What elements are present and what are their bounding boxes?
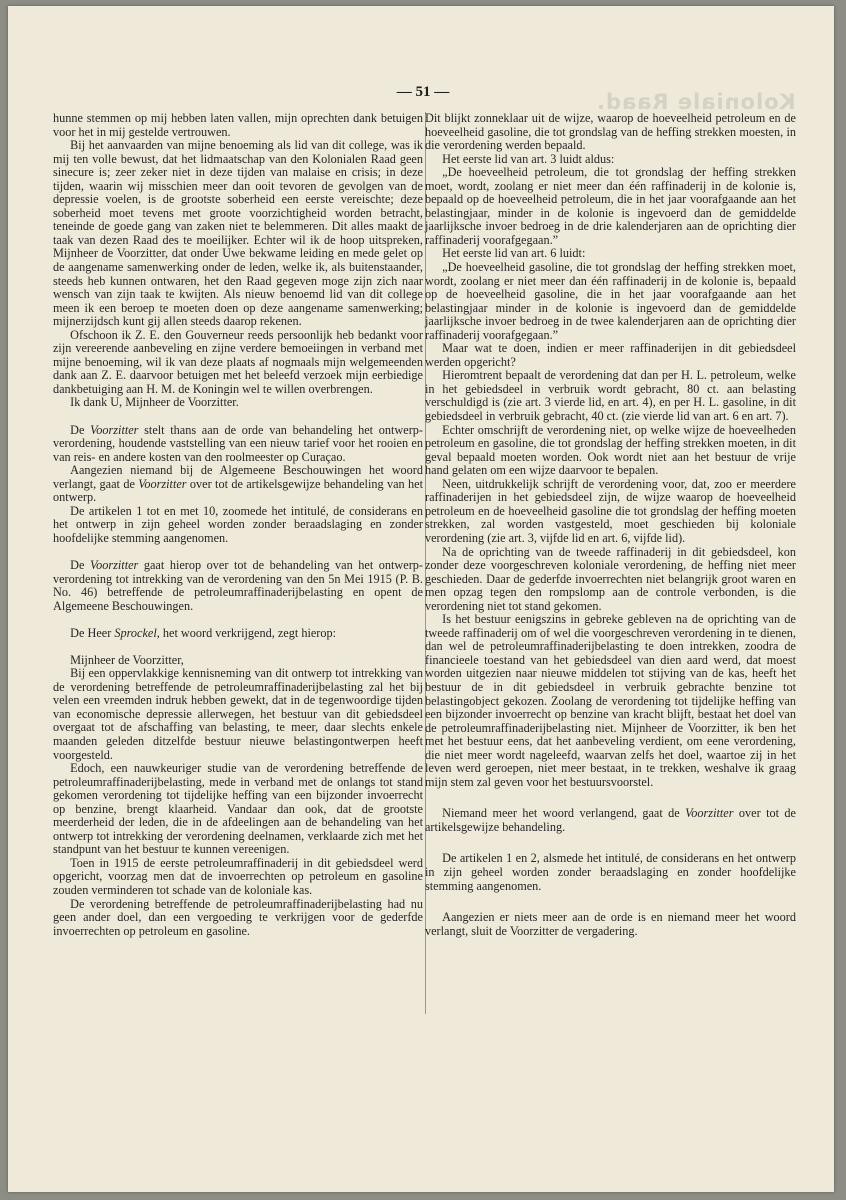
paragraph: Ik dank U, Mijnheer de Voorzitter. xyxy=(70,395,239,410)
paragraph: Aangezien niemand bij de Algemeene Beschouwingen het woord verlangt, gaat de Voorzitter over tot de artikelsgewijze behandeling van het ontwerp. xyxy=(53,463,423,505)
paragraph: Hieromtrent bepaalt de verordening dat dan per H. L. petroleum, welke in het gebiedsdeel in verbruik wordt gebracht, 80 ct. aan belasting verschuldigd is (zie art. 3 vierde lid, en art. 4), en per H. L. gasoline, in dit gebiedsdeel in verbruik gebracht, 40 ct. (zie vierde lid van art. 6 en art. 7). xyxy=(425,368,796,424)
paragraph: Bij een oppervlakkige kennisneming van dit ontwerp tot intrekking van de verordening betreffende de petroleumraffinaderijbelasting zal het bij velen een vreemden indruk hebben gewekt, dat in de tegenwoordige tijden van economische depressie allerwegen, het bestuur van dit gebiedsdeel overgaat tot de afschaffing van belasting, te meer, daar slechts enkele maanden geleden ditzelfde bestuur nieuwe belastingontwerpen heeft voorgesteld. xyxy=(53,666,423,762)
page-number: — 51 — xyxy=(396,84,450,100)
paragraph: De Heer Sprockel, het woord verkrijgend, zegt hierop: xyxy=(70,625,337,640)
paragraph: Echter omschrijft de verordening niet, op welke wijze de hoeveelheden petroleum en gasoline, die tot grondslag der heffing strekken moeten, in dit geval bepaald moeten worden. Ook wordt niet aan het bestuur de vrije hand gelaten om een wijze daarvoor te bepalen. xyxy=(425,422,796,478)
paragraph: Ofschoon ik Z. E. den Gouverneur reeds persoonlijk heb bedankt voor zijn vereerende aanbeveling en zijne verdere bemoeiingen in verband met mijne benoeming, wil ik van deze plaats af nogmaals mijn welgemeenden dank aan Z. E. daarvoor betuigen met het beleefd verzoek mijn eerbiedige dankbetuiging aan H. M. de Koningin wel te willen overbrengen. xyxy=(53,327,423,396)
paragraph: Edoch, een nauwkeuriger studie van de verordening betreffende de petroleumraffinaderijbelasting, mede in verband met de onlangs tot stand gekomen verordening tot tijdelijke heffing van een bijzonder invoerrecht op benzine, brengt klaarheid. Vandaar dan ook, dat de grootste meerderheid der leden, die in de afdeelingen aan de behandeling van het ontwerp tot intrekking der verordening deelnamen, verklaarde zich met het standpunt van het bestuur te kunnen vereenigen. xyxy=(53,761,423,857)
paragraph: De artikelen 1 tot en met 10, zoomede het intitulé, de considerans en het ontwerp in zijn geheel worden zonder beraadslaging en zonder hoofdelijke stemming aangenomen. xyxy=(53,503,423,545)
paragraph: Dit blijkt zonneklaar uit de wijze, waarop de hoeveelheid petroleum en de hoeveelheid gasoline, die tot grondslag van de heffing strekken moesten, in die verordening werden bepaald. xyxy=(425,111,796,153)
paragraph: De verordening betreffende de petroleumraffinaderijbelasting had nu geen ander doel, dan een vergoeding te verkrijgen voor de gederfde invoerrechten op petroleum en gasoline. xyxy=(53,896,423,938)
paragraph: Neen, uitdrukkelijk schrijft de verordening voor, dat, zoo er meerdere raffinaderijen in het gebiedsdeel zijn, de wijze waarop de hoeveelheid petroleum en de hoeveelheid gasoline die tot grondslag der heffing moeten strekken, zal worden vastgesteld, moet geschieden bij koloniale verordening (zie art. 3, vijfde lid en art. 6, vijfde lid). xyxy=(425,476,796,545)
paragraph: Toen in 1915 de eerste petroleumraffinaderij in dit gebiedsdeel werd opgericht, voorzag men dat de invoerrechten op petroleum en gasoline zouden verminderen tot schade van de koloniale kas. xyxy=(53,855,423,897)
quote: „De hoeveelheid petroleum, die tot grondslag der heffing strekken moet, wordt, zoolang er niet meer dan één raffinaderij in de kolonie is, bepaald op de hoeveelheid petroleum, die in het jaar voorafgaande aan het belastingjaar, minder in de kolonie is ingevoerd dan de gemiddelde jaarlijksche invoer bedroeg in de drie kalenderjaren aan de oprichting dier raffinaderij voorafgegaan.” xyxy=(425,165,796,247)
paragraph: Het eerste lid van art. 6 luidt: xyxy=(442,246,586,261)
paragraph: Aangezien er niets meer aan de orde is en niemand meer het woord verlangt, sluit de Voorzitter de vergadering. xyxy=(425,910,796,938)
paragraph: Bij het aanvaarden van mijne benoeming als lid van dit college, was ik mij ten volle bewust, dat het lidmaatschap van den Kolonialen Raad geen sinecure is; zeer zeker niet in deze tijden van malaise en crisis; in deze tijden, waarin wij misschien meer dan ooit tevoren de gevolgen van de depressie voelen, is de grootste soberheid een eerste vereischte; deze soberheid moet tevens met groote voorzichtigheid worden betracht, teneinde de goede gang van zaken niet te belemmeren. Dit alles maakt de taak van dezen Raad des te moeilijker. Echter wil ik de hoop uitspreken, Mijnheer de Voorzitter, dat onder Uwe bekwame leiding en mede gelet op de aangename samenwerking onder de leden, welke ik, als buitenstaander, steeds heb kunnen ontwaren, het den Raad gegeven moge zijn zich naar wensch van zijn taak te kwijten. Als nieuw benoemd lid van dit college meen ik een beroep te moeten doen op deze aangename samenwerking; mijnerzijdsch kunt gij allen steeds daarop rekenen. xyxy=(53,138,423,329)
speech-salutation: Mijnheer de Voorzitter, xyxy=(70,652,184,667)
paragraph: De Voorzitter gaat hierop over tot de behandeling van het ontwerp-verordening tot intrekking van de verordening van den 5n Mei 1915 (P. B. No. 46) betreffende de petroleumraffinaderijbelasting en opent de Algemeene Beschouwingen. xyxy=(53,557,423,613)
paragraph: hunne stemmen op mij hebben laten vallen, mijn oprechten dank betuigen voor het in mij gestelde vertrouwen. xyxy=(53,111,423,139)
quote: „De hoeveelheid gasoline, die tot grondslag der heffing strekken moet, wordt, zoolang er niet meer dan één raffinaderij in de kolonie is, bepaald op de hoeveelheid gasoline, die in het jaar voorafgaande aan het belastingjaar minder in de kolonie is ingevoerd dan de gemiddelde jaarlijksche invoer bedroeg in de twee kalenderjaren aan de oprichting dier raffinaderij voorafgegaan.” xyxy=(425,260,796,342)
paragraph: De artikelen 1 en 2, alsmede het intitulé, de considerans en het ontwerp in zijn geheel worden zonder beraadslaging en zonder hoofdelijke stemming aangenomen. xyxy=(425,851,796,893)
document-page xyxy=(8,6,834,1192)
bleed-through-heading: Koloniale Raad. xyxy=(596,90,796,114)
paragraph: Het eerste lid van art. 3 luidt aldus: xyxy=(442,151,615,166)
paragraph: De Voorzitter stelt thans aan de orde van behandeling het ontwerp-verordening, houdende vaststelling van een nieuw tarief voor het rooien en van reis- en andere kosten van den roolmeester op Curaçao. xyxy=(53,422,423,464)
paragraph: Maar wat te doen, indien er meer raffinaderijen in dit gebiedsdeel werden opgericht? xyxy=(425,341,796,369)
paragraph: Niemand meer het woord verlangend, gaat de Voorzitter over tot de artikelsgewijze behandeling. xyxy=(425,806,796,834)
right-column xyxy=(425,112,796,938)
paragraph: Na de oprichting van de tweede raffinaderij in dit gebiedsdeel, kon zonder deze voorgeschreven koloniale verordening, de heffing niet meer geschieden. Daar de gederfde invoerrechten niet belangrijk groot waren en men opzag tegen den rompslomp aan de controle verbonden, is die verordening niet tot stand gekomen. xyxy=(425,544,796,613)
left-column xyxy=(53,112,423,938)
paragraph: Is het bestuur eenigszins in gebreke gebleven na de oprichting van de tweede raffinaderij om of wel die voorgeschreven verordening in te dienen, dan wel de petroleumraffinaderijbelasting te doen intrekken, zoodra de financieele toestand van het gebiedsdeel van dien aard werd, dat moest worden uitgezien naar nieuwe middelen tot stijving van de kas, heeft het bestuur de in dit gebiedsdeel in verbruik gebrachte benzine tot belastingobject gekozen. Zoolang de verordening tot tijdelijke heffing van een bijzonder invoerrecht op benzine van kracht blijft, bestaat het doel van de petroleumraffinaderijbelasting niet. Mijnheer de Voorzitter, ik ben het met het bestuur eens, dat het aanbeveling verdient, om eene verordening, die niet meer wordt nageleefd, waarvan zelfs het doel, waartoe zij in het leven werd geroepen, niet meer bestaat, in te trekken, weshalve ik graag mijn stem zal geven voor het bestuursvoorstel. xyxy=(425,612,796,789)
